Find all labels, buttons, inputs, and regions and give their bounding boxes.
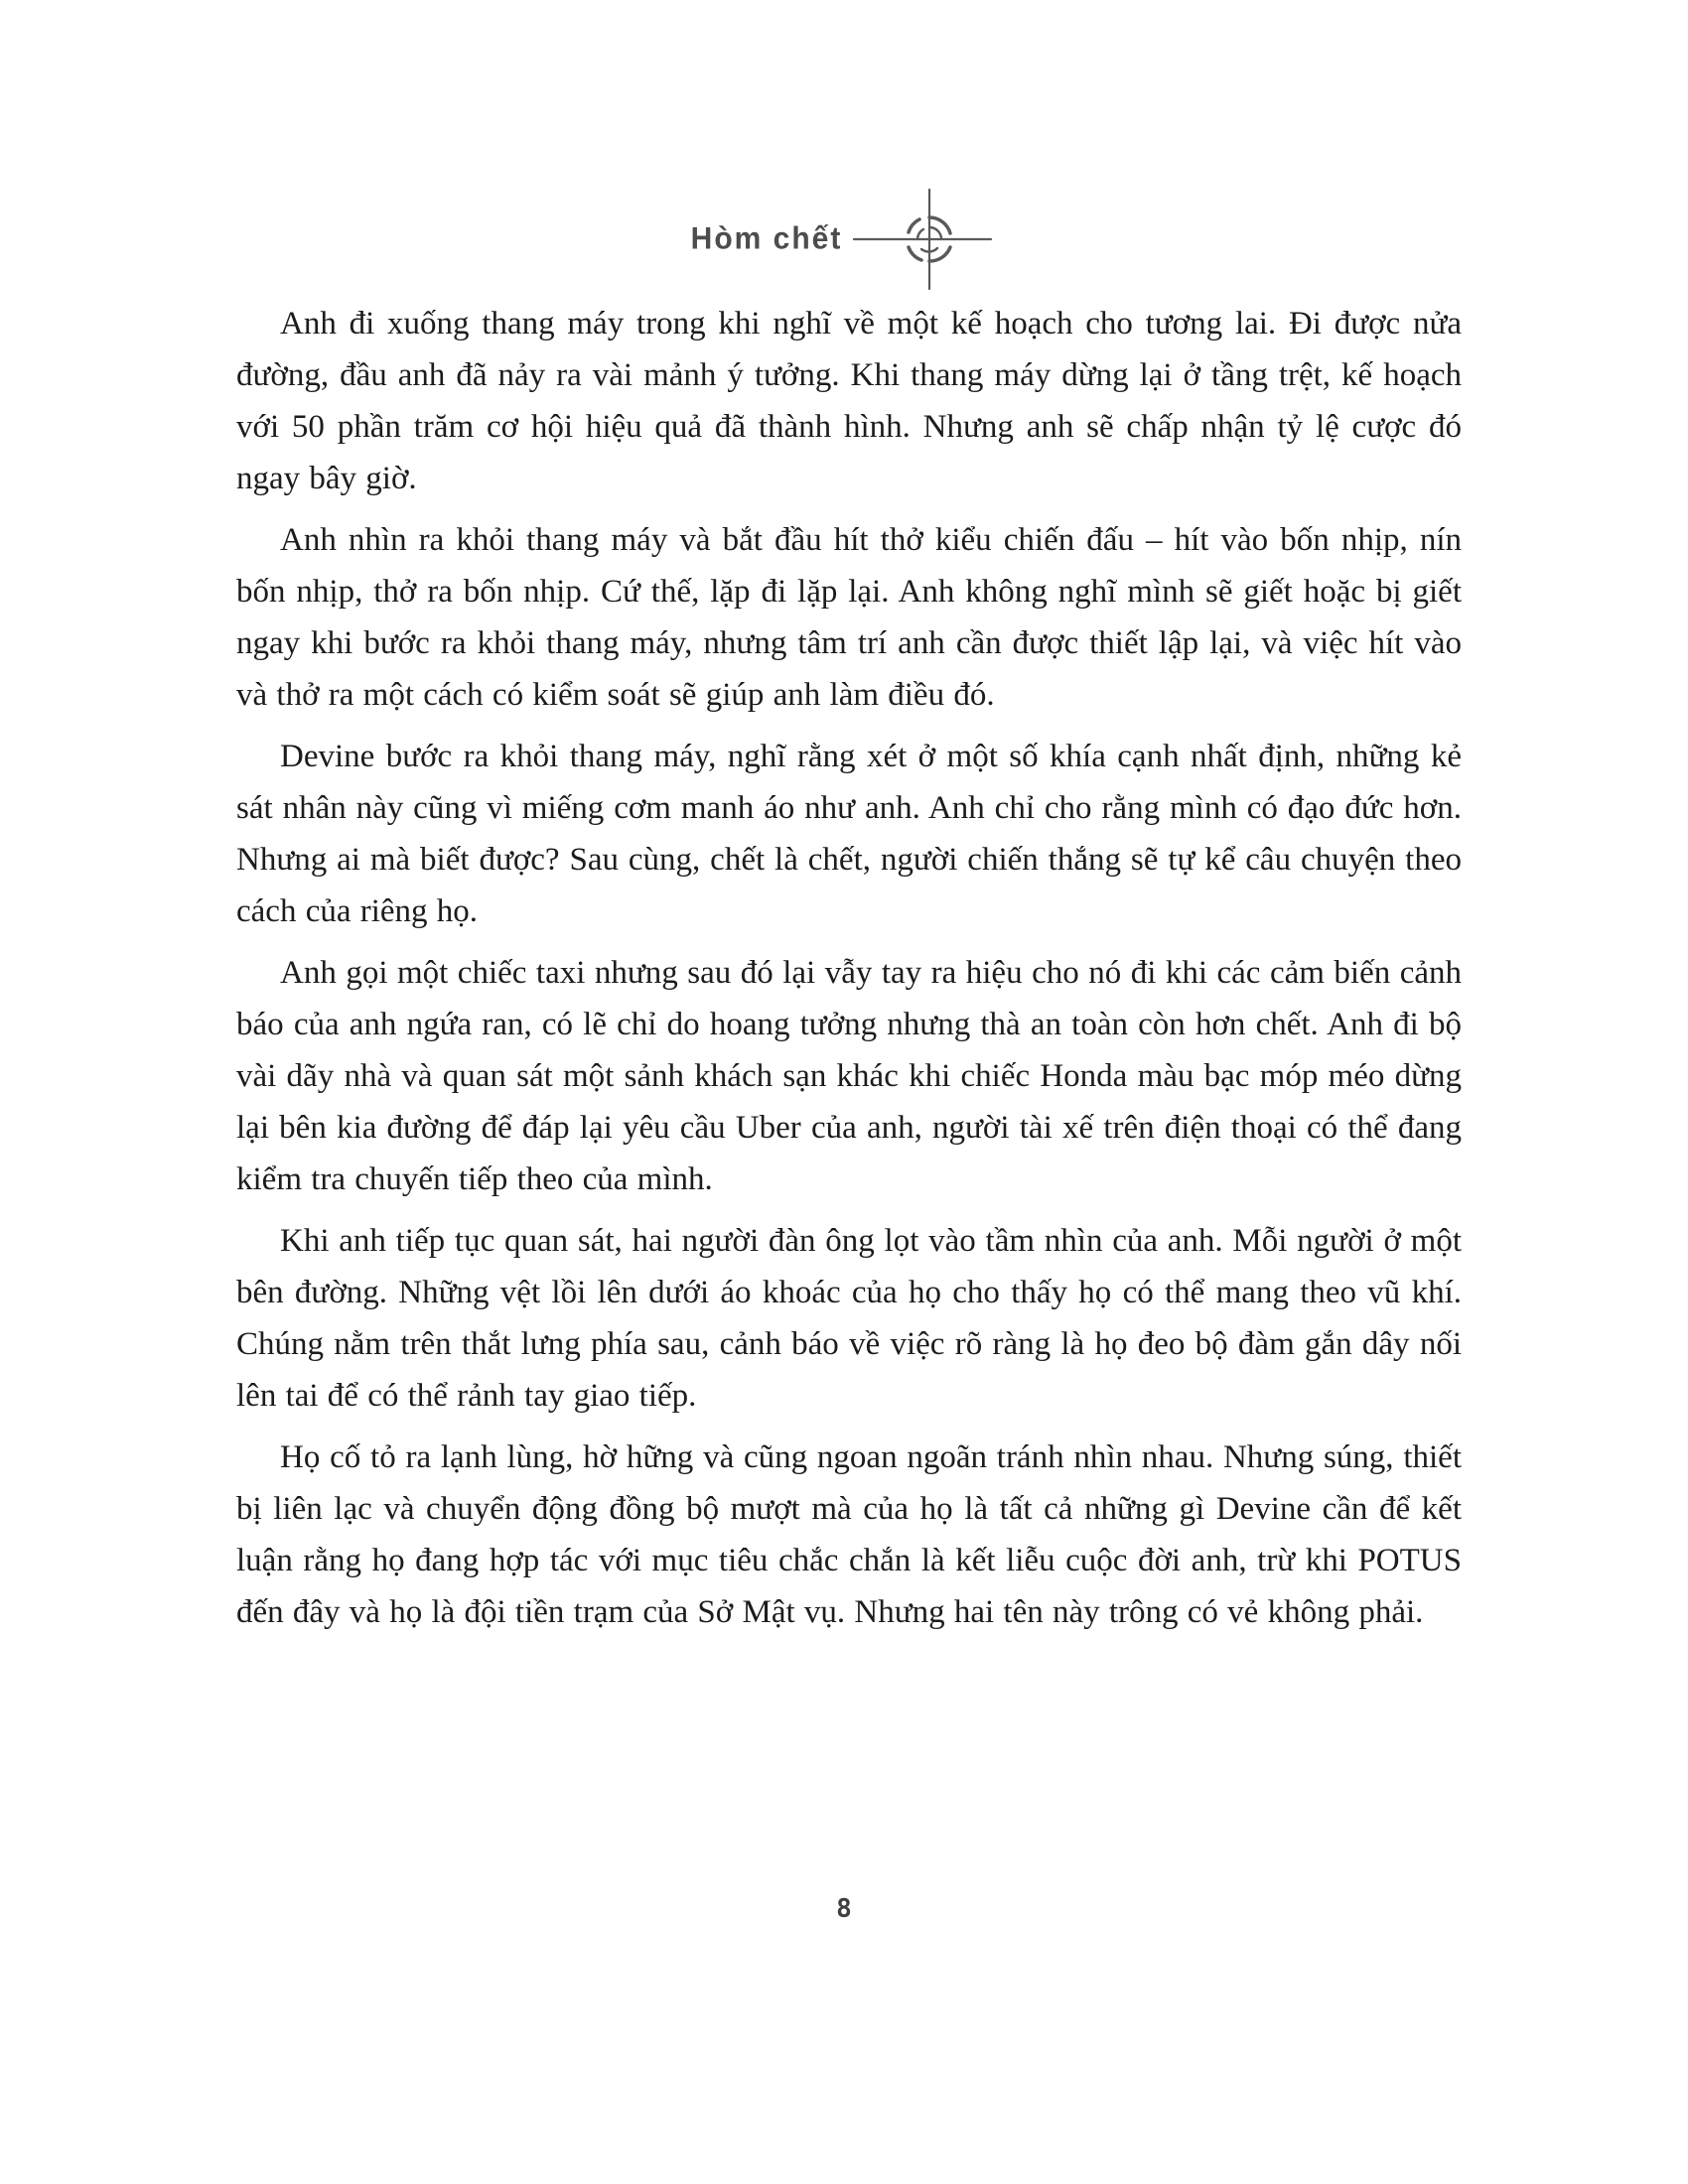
paragraph-5: Khi anh tiếp tục quan sát, hai người đàn ông lọt vào tầm nhìn của anh. Mỗi người ở một bên đường. Những vệt lồi lên dưới áo khoác của họ cho thấy họ có thể mang theo vũ khí. Chúng nằm trên thắt lưng phía sau, cảnh báo về việc rõ ràng là họ đeo bộ đàm gắn dây nối lên tai để có thể rảnh tay giao tiếp.: [236, 1223, 1462, 1414]
paragraph-2: Anh nhìn ra khỏi thang máy và bắt đầu hít thở kiểu chiến đấu – hít vào bốn nhịp, nín bốn nhịp, thở ra bốn nhịp. Cứ thế, lặp đi lặp lại. Anh không nghĩ mình sẽ giết hoặc bị giết ngay khi bước ra khỏi thang máy, nhưng tâm trí anh cần được thiết lập lại, và việc hít vào và thở ra một cách có kiểm soát sẽ giúp anh làm điều đó.: [236, 522, 1462, 713]
crosshair-scope-icon: [848, 184, 997, 295]
paragraph-1: Anh đi xuống thang máy trong khi nghĩ về một kế hoạch cho tương lai. Đi được nửa đường, đầu anh đã nảy ra vài mảnh ý tưởng. Khi thang máy dừng lại ở tầng trệt, kế hoạch với 50 phần trăm cơ hội hiệu quả đã thành hình. Nhưng anh sẽ chấp nhận tỷ lệ cược đó ngay bây giờ.: [236, 306, 1462, 496]
page-text-column: [236, 298, 1462, 1648]
paragraph-3: Devine bước ra khỏi thang máy, nghĩ rằng xét ở một số khía cạnh nhất định, những kẻ sát nhân này cũng vì miếng cơm manh áo như anh. Anh chỉ cho rằng mình có đạo đức hơn. Nhưng ai mà biết được? Sau cùng, chết là chết, người chiến thắng sẽ tự kể câu chuyện theo cách của riêng họ.: [236, 739, 1462, 929]
running-header-title: Hòm chết: [690, 221, 843, 256]
page-number: 8: [836, 1894, 852, 1924]
paragraph-4: Anh gọi một chiếc taxi nhưng sau đó lại vẫy tay ra hiệu cho nó đi khi các cảm biến cảnh báo của anh ngứa ran, có lẽ chỉ do hoang tưởng nhưng thà an toàn còn hơn chết. Anh đi bộ vài dãy nhà và quan sát một sảnh khách sạn khác khi chiếc Honda màu bạc móp méo dừng lại bên kia đường để đáp lại yêu cầu Uber của anh, người tài xế trên điện thoại có thể đang kiểm tra chuyến tiếp theo của mình.: [236, 955, 1462, 1197]
paragraph-6: Họ cố tỏ ra lạnh lùng, hờ hững và cũng ngoan ngoãn tránh nhìn nhau. Nhưng súng, thiết bị liên lạc và chuyển động đồng bộ mượt mà của họ là tất cả những gì Devine cần để kết luận rằng họ đang hợp tác với mục tiêu chắc chắn là kết liễu cuộc đời anh, trừ khi POTUS đến đây và họ là đội tiền trạm của Sở Mật vụ. Nhưng hai tên này trông có vẻ không phải.: [236, 1439, 1462, 1630]
running-header: [0, 184, 1688, 295]
